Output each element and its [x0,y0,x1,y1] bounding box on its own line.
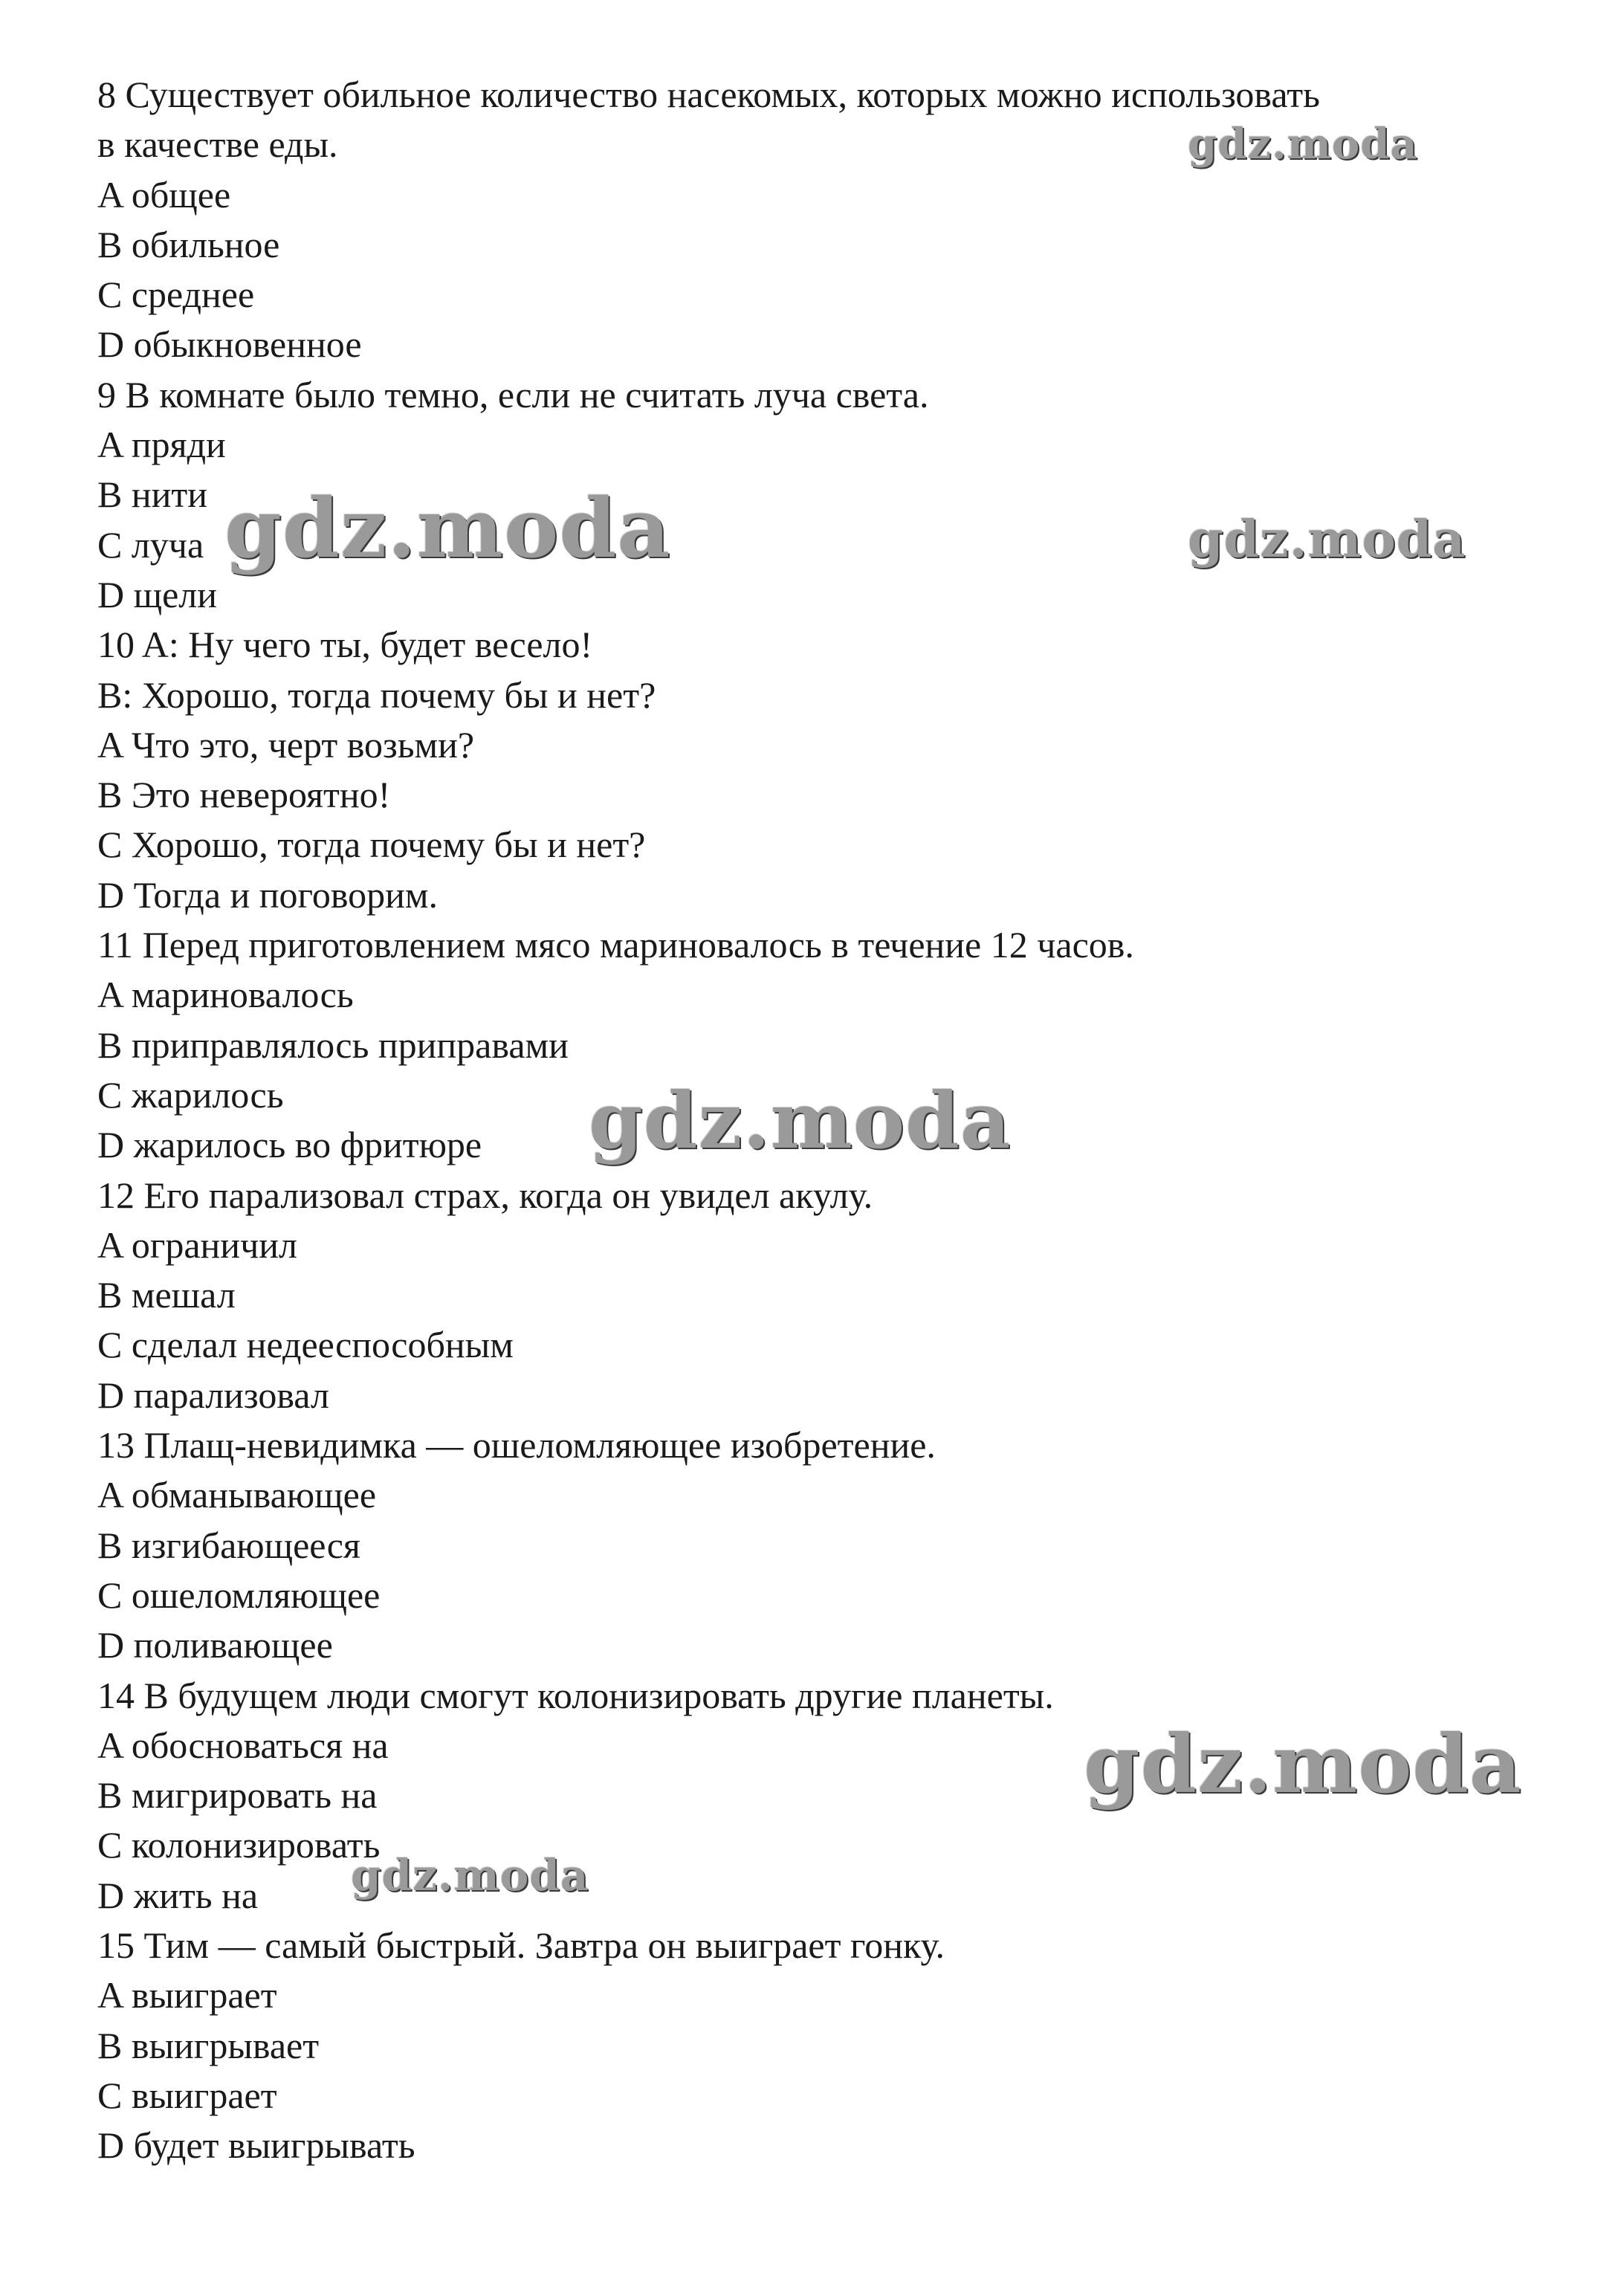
text-line: 12 Его парализовал страх, когда он увидел акулу. [97,1174,873,1216]
text-line: C выиграет [97,2074,277,2116]
text-line: D Тогда и поговорим. [97,873,438,916]
text-line: B мигрировать на [97,1774,378,1817]
text-line: B нити [97,473,207,516]
text-line: A выиграет [97,1974,277,2017]
text-line: C колонизировать [97,1824,381,1866]
watermark: gdz.moda [1188,120,1418,169]
text-line: D поливающее [97,1624,333,1666]
text-line: D жарилось во фритюре [97,1124,482,1166]
text-line: 9 В комнате было темно, если не считать луча света. [97,373,929,415]
text-line: B мешал [97,1274,236,1316]
text-line: A обманывающее [97,1474,377,1516]
text-line: D обыкновенное [97,323,362,366]
text-line: A обосноваться на [97,1724,389,1766]
text-line: D жить на [97,1874,259,1916]
text-line: B приправлялось приправами [97,1024,569,1066]
text-line: C жарилось [97,1073,284,1116]
text-line: A пряди [97,424,226,466]
text-line: 11 Перед приготовлением мясо мариновалось в течение 12 часов. [97,924,1134,966]
text-line: C среднее [97,274,255,316]
text-line: A ограничил [97,1223,297,1266]
watermark: gdz.moda [1084,1718,1522,1811]
text-line: B выигрывает [97,2024,320,2066]
watermark: gdz.moda [351,1850,589,1901]
text-line: B изгибающееся [97,1524,360,1566]
text-line: в качестве еды. [97,123,338,166]
text-line: 15 Тим — самый быстрый. Завтра он выиграет гонку. [97,1924,945,1966]
text-line: D парализовал [97,1374,329,1416]
text-line: C ошеломляющее [97,1574,381,1616]
text-line: B: Хорошо, тогда почему бы и нет? [97,673,656,716]
text-line: C сделал недееспособным [97,1324,514,1366]
text-line: A мариновалось [97,974,354,1016]
watermark: gdz.moda [224,480,671,576]
text-line: 8 Существует обильное количество насекомых, которых можно использовать [97,74,1320,115]
text-line: C Хорошо, тогда почему бы и нет? [97,824,646,866]
text-line: B обильное [97,223,280,265]
text-line: A Что это, черт возьми? [97,723,475,766]
watermark: gdz.moda [1188,510,1466,569]
text-line: B Это невероятно! [97,774,391,816]
text-line: 13 Плащ-невидимка — ошеломляющее изобретение. [97,1424,936,1466]
text-line: 14 В будущем люди смогут колонизировать другие планеты. [97,1674,1054,1716]
text-line: C луча [97,523,204,566]
watermark: gdz.moda [589,1075,1012,1166]
text-line: 10 A: Ну чего ты, будет весело! [97,624,593,666]
text-line: D будет выигрывать [97,2124,415,2167]
text-line: D щели [97,573,218,615]
text-line: A общее [97,173,231,216]
